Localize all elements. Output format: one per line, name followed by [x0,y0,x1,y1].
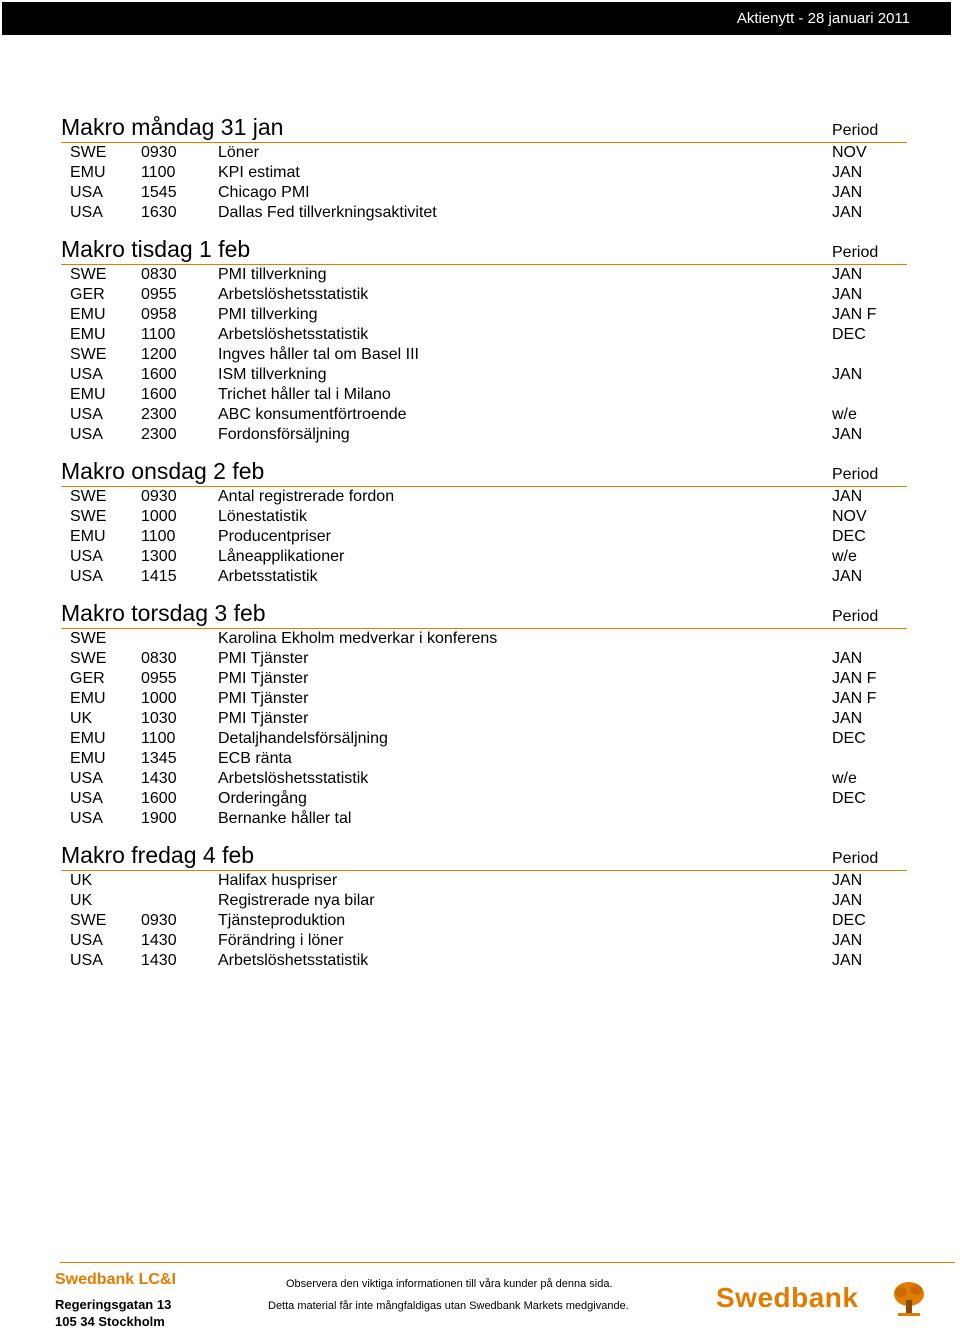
row-event: Registrerade nya bilar [218,892,375,909]
row-period: JAN [832,488,863,505]
day-section [61,598,907,829]
row-event: Arbetsstatistik [218,568,318,585]
table-row [61,325,907,345]
row-time: 1600 [141,366,177,383]
row-event: Arbetslöshetsstatistik [218,326,369,343]
footer-brand: Swedbank LC&I [55,1271,176,1288]
row-country: USA [70,568,103,585]
footer-note-disclaimer: Observera den viktiga informationen till våra kunder på denna sida. [286,1278,613,1290]
row-time: 1100 [141,326,176,343]
row-time: 0930 [141,912,177,929]
row-time: 0955 [141,670,177,687]
row-country: SWE [70,630,107,647]
row-event: PMI Tjänster [218,670,309,687]
table-row [61,547,907,567]
row-time: 1200 [141,346,177,363]
row-period: DEC [832,528,866,545]
row-event: PMI Tjänster [218,690,309,707]
row-event: ISM tillverkning [218,366,327,383]
row-event: Arbetslöshetsstatistik [218,952,369,969]
row-event: Arbetslöshetsstatistik [218,770,369,787]
table-row [61,789,907,809]
row-time: 1100 [141,528,176,545]
table-row [61,709,907,729]
table-row [61,385,907,405]
section-header [61,112,907,143]
row-period: JAN [832,266,863,283]
footer-address-line2: 105 34 Stockholm [55,1314,165,1329]
row-country: SWE [70,346,107,363]
row-time: 1545 [141,184,177,201]
table-row [61,649,907,669]
row-country: USA [70,932,103,949]
footer-address-line1: Regeringsgatan 13 [55,1297,172,1312]
header-bar [2,2,951,35]
table-row [61,425,907,445]
section-title: Makro onsdag 2 feb [61,458,265,484]
row-event: Antal registrerade fordon [218,488,395,505]
row-country: EMU [70,690,106,707]
row-country: SWE [70,912,107,929]
row-event: ECB ränta [218,750,292,767]
row-period: JAN [832,568,863,585]
row-event: Löner [218,144,259,161]
row-event: Orderingång [218,790,307,807]
row-event: PMI Tjänster [218,650,309,667]
row-country: USA [70,406,103,423]
row-country: SWE [70,266,107,283]
row-time: 2300 [141,406,177,423]
row-period: JAN [832,204,863,221]
row-period: JAN [832,932,863,949]
row-country: SWE [70,508,107,525]
table-row [61,527,907,547]
row-period: JAN F [832,670,877,687]
row-period: JAN [832,366,863,383]
row-event: Låneapplikationer [218,548,345,565]
row-period: JAN [832,952,863,969]
section-title: Makro måndag 31 jan [61,114,284,140]
section-gap [61,587,907,598]
row-time: 1430 [141,952,177,969]
row-event: Tjänsteproduktion [218,912,346,929]
row-event: Detaljhandelsförsäljning [218,730,388,747]
table-row [61,507,907,527]
row-event: KPI estimat [218,164,300,181]
logo-wordmark: Swedbank [716,1282,859,1313]
row-time: 2300 [141,426,177,443]
day-section [61,234,907,445]
row-event: ABC konsumentförtroende [218,406,407,423]
table-row [61,749,907,769]
table-row [61,669,907,689]
table-row [61,365,907,385]
row-country: EMU [70,750,106,767]
table-row [61,871,907,891]
row-time: 0830 [141,266,177,283]
row-time: 0930 [141,144,177,161]
row-country: USA [70,366,103,383]
row-event: Ingves håller tal om Basel III [218,346,419,363]
row-event: Bernanke håller tal [218,810,352,827]
row-country: SWE [70,488,107,505]
row-country: SWE [70,650,107,667]
header-title: Aktienytt - 28 januari 2011 [736,10,910,27]
row-country: USA [70,184,103,201]
row-time: 1630 [141,204,177,221]
row-time: 1100 [141,730,176,747]
row-time: 1430 [141,770,177,787]
row-country: EMU [70,528,106,545]
table-row [61,769,907,789]
row-period: JAN F [832,306,877,323]
table-row [61,891,907,911]
row-period: DEC [832,912,866,929]
row-time: 1100 [141,164,176,181]
swedbank-logo [716,1280,926,1320]
period-header: Period [832,850,879,867]
row-period: DEC [832,730,866,747]
row-period: w/e [832,406,857,423]
row-period: JAN [832,286,863,303]
table-row [61,285,907,305]
row-time: 1345 [141,750,177,767]
row-event: Halifax huspriser [218,872,338,889]
footer-divider [60,1262,955,1263]
row-event: Karolina Ekholm medverkar i konferens [218,630,498,647]
oak-tree-icon [892,1280,926,1318]
row-country: USA [70,952,103,969]
row-period: JAN [832,426,863,443]
period-header: Period [832,244,879,261]
row-event: Arbetslöshetsstatistik [218,286,369,303]
row-country: EMU [70,326,106,343]
row-country: EMU [70,730,106,747]
table-row [61,729,907,749]
row-country: USA [70,790,103,807]
section-header [61,598,907,629]
row-country: EMU [70,306,106,323]
row-country: USA [70,548,103,565]
row-country: USA [70,770,103,787]
period-header: Period [832,608,879,625]
row-country: USA [70,204,103,221]
section-title: Makro tisdag 1 feb [61,236,251,262]
row-period: JAN [832,710,863,727]
macro-calendar [61,112,907,971]
day-section [61,112,907,223]
row-country: GER [70,286,105,303]
row-period: DEC [832,326,866,343]
section-header [61,456,907,487]
section-header [61,234,907,265]
day-section [61,456,907,587]
row-event: Förändring i löner [218,932,344,949]
row-event: PMI tillverkning [218,266,327,283]
row-period: JAN F [832,690,877,707]
row-country: EMU [70,386,106,403]
table-row [61,567,907,587]
row-period: DEC [832,790,866,807]
row-country: GER [70,670,105,687]
row-period: NOV [832,144,867,161]
period-header: Period [832,122,879,139]
section-gap [61,445,907,456]
row-event: Chicago PMI [218,184,310,201]
row-period: JAN [832,872,863,889]
row-time: 1600 [141,386,177,403]
section-title: Makro torsdag 3 feb [61,600,266,626]
row-period: JAN [832,184,863,201]
row-country: UK [70,892,93,909]
row-time: 1300 [141,548,177,565]
row-event: Dallas Fed tillverkningsaktivitet [218,204,437,221]
section-header [61,840,907,871]
table-row [61,203,907,223]
row-period: JAN [832,892,863,909]
section-title: Makro fredag 4 feb [61,842,255,868]
row-time: 1030 [141,710,177,727]
row-time: 0930 [141,488,177,505]
table-row [61,345,907,365]
table-row [61,689,907,709]
table-row [61,629,907,649]
row-period: w/e [832,770,857,787]
day-section [61,840,907,971]
row-event: Producentpriser [218,528,331,545]
table-row [61,487,907,507]
row-time: 0830 [141,650,177,667]
row-period: w/e [832,548,857,565]
row-time: 0955 [141,286,177,303]
row-country: USA [70,810,103,827]
row-time: 1000 [141,508,177,525]
footer-note-copyright: Detta material får inte mångfaldigas utan Swedbank Markets medgivande. [268,1300,629,1312]
table-row [61,183,907,203]
row-event: Trichet håller tal i Milano [218,386,391,403]
table-row [61,951,907,971]
row-time: 0958 [141,306,177,323]
table-row [61,931,907,951]
table-row [61,163,907,183]
row-time: 1000 [141,690,177,707]
row-country: UK [70,710,93,727]
row-time: 1900 [141,810,177,827]
period-header: Period [832,466,879,483]
table-row [61,911,907,931]
row-time: 1430 [141,932,177,949]
row-event: PMI tillverking [218,306,318,323]
section-gap [61,829,907,840]
row-period: JAN [832,650,863,667]
row-event: Lönestatistik [218,508,307,525]
row-event: Fordonsförsäljning [218,426,350,443]
row-country: USA [70,426,103,443]
table-row [61,143,907,163]
table-row [61,265,907,285]
row-period: NOV [832,508,867,525]
row-event: PMI Tjänster [218,710,309,727]
row-country: EMU [70,164,106,181]
row-country: UK [70,872,93,889]
table-row [61,305,907,325]
row-time: 1415 [141,568,177,585]
row-country: SWE [70,144,107,161]
table-row [61,405,907,425]
section-gap [61,223,907,234]
table-row [61,809,907,829]
row-time: 1600 [141,790,177,807]
row-period: JAN [832,164,863,181]
